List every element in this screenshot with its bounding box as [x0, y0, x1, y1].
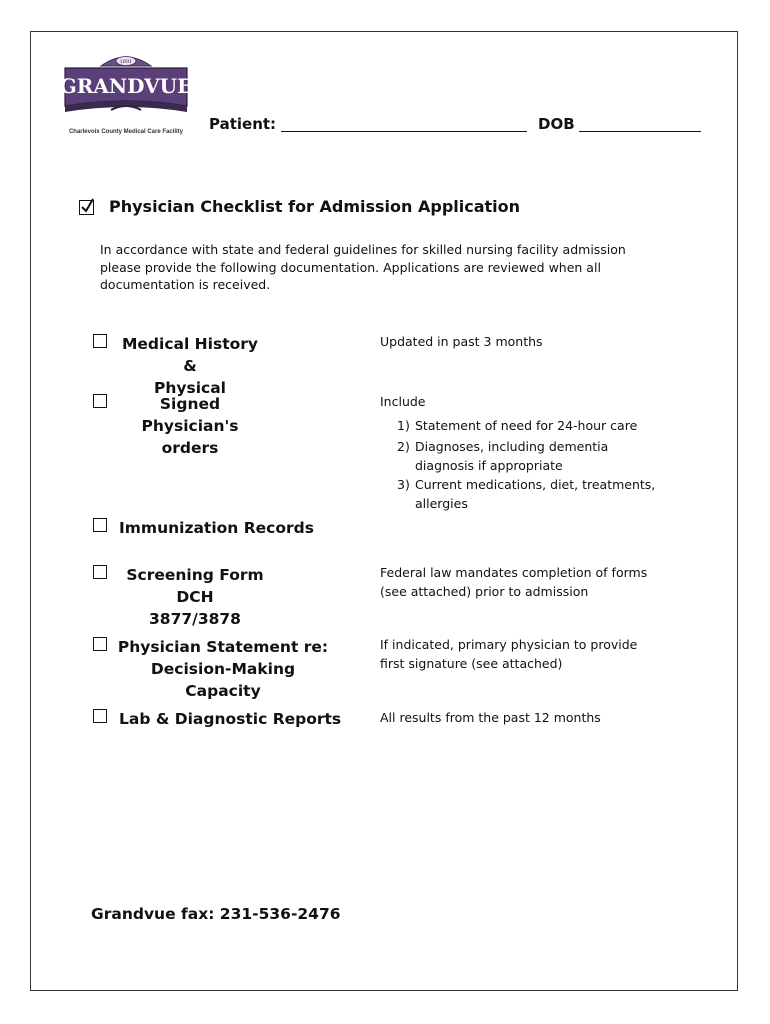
dob-field[interactable]: [579, 131, 701, 132]
item-label-line: Screening Form DCH: [126, 566, 264, 606]
checked-checkbox[interactable]: [79, 200, 94, 215]
logo-emblem: [59, 50, 193, 130]
desc-line: If indicated, primary physician to provide: [380, 637, 638, 652]
patient-field[interactable]: [281, 131, 527, 132]
checkbox-lab-reports[interactable]: [93, 709, 107, 723]
intro-line: In accordance with state and federal guidelines for skilled nursing facility admission: [100, 242, 626, 257]
list-item: [397, 475, 715, 513]
desc-line: Updated in past 3 months: [380, 334, 543, 349]
list-number: 1): [397, 418, 410, 433]
item-label-line: Physical: [154, 379, 226, 397]
list-number: 2): [397, 439, 410, 454]
form-page: [30, 31, 738, 991]
page-title: Physician Checklist for Admission Application: [109, 197, 521, 216]
checkbox-immunization[interactable]: [93, 518, 107, 532]
list-line: allergies: [415, 496, 468, 511]
list-line: Statement of need for 24-hour care: [415, 418, 638, 433]
patient-label: Patient:: [209, 115, 277, 133]
checkmark-icon: [81, 198, 95, 214]
dob-label: DOB: [538, 115, 575, 133]
logo-caption: Charlevoix County Medical Care Facility: [68, 129, 184, 135]
list-line: Current medications, diet, treatments,: [415, 477, 656, 492]
list-item: [397, 416, 715, 435]
item-desc-screening-form: [380, 563, 647, 601]
list-line: diagnosis if appropriate: [415, 458, 563, 473]
item-label-physician-orders: [115, 393, 265, 459]
intro-text: [100, 241, 700, 294]
item-label-line: Medical History &: [121, 335, 259, 375]
item-label-line: Decision-Making Capacity: [150, 660, 296, 700]
item-label-line: 3877/3878: [149, 610, 241, 628]
orders-list: [397, 416, 715, 513]
checkbox-screening-form[interactable]: [93, 565, 107, 579]
item-desc-medical-history: [380, 332, 543, 351]
item-label-physician-statement: [115, 636, 331, 702]
checkbox-physician-statement[interactable]: [93, 637, 107, 651]
item-label-line: Signed Physician's: [141, 395, 239, 435]
intro-line: please provide the following documentation. Applications are reviewed when all: [100, 259, 601, 275]
fax-number: Grandvue fax: 231-536-2476: [91, 905, 341, 923]
intro-line: documentation is received.: [100, 277, 271, 292]
item-desc-lab-reports: [380, 708, 601, 727]
list-number: 3): [397, 477, 410, 492]
list-line: Diagnoses, including dementia: [415, 439, 609, 454]
item-label-lab-reports: [119, 708, 341, 730]
desc-line: Include: [380, 394, 426, 409]
checkbox-physician-orders[interactable]: [93, 394, 107, 408]
item-label-screening-form: [115, 564, 275, 630]
logo-year: 1891: [119, 59, 133, 65]
item-desc-physician-statement: [380, 635, 637, 673]
item-label-line: orders: [161, 439, 219, 457]
desc-line: first signature (see attached): [380, 656, 563, 671]
desc-line: All results from the past 12 months: [380, 710, 601, 725]
desc-line: Federal law mandates completion of forms: [380, 565, 648, 580]
item-label-medical-history: [115, 333, 265, 399]
desc-line: (see attached) prior to admission: [380, 584, 589, 599]
logo-name: GRANDVUE: [59, 74, 193, 98]
checkbox-medical-history[interactable]: [93, 334, 107, 348]
item-desc-physician-orders: [380, 392, 426, 411]
list-item: [397, 437, 715, 475]
grandvue-logo: [59, 50, 193, 135]
item-label-line: Physician Statement re:: [117, 638, 329, 656]
item-label-line: Immunization Records: [119, 519, 314, 537]
item-label-line: Lab & Diagnostic Reports: [119, 710, 342, 728]
item-label-immunization: [119, 517, 314, 539]
